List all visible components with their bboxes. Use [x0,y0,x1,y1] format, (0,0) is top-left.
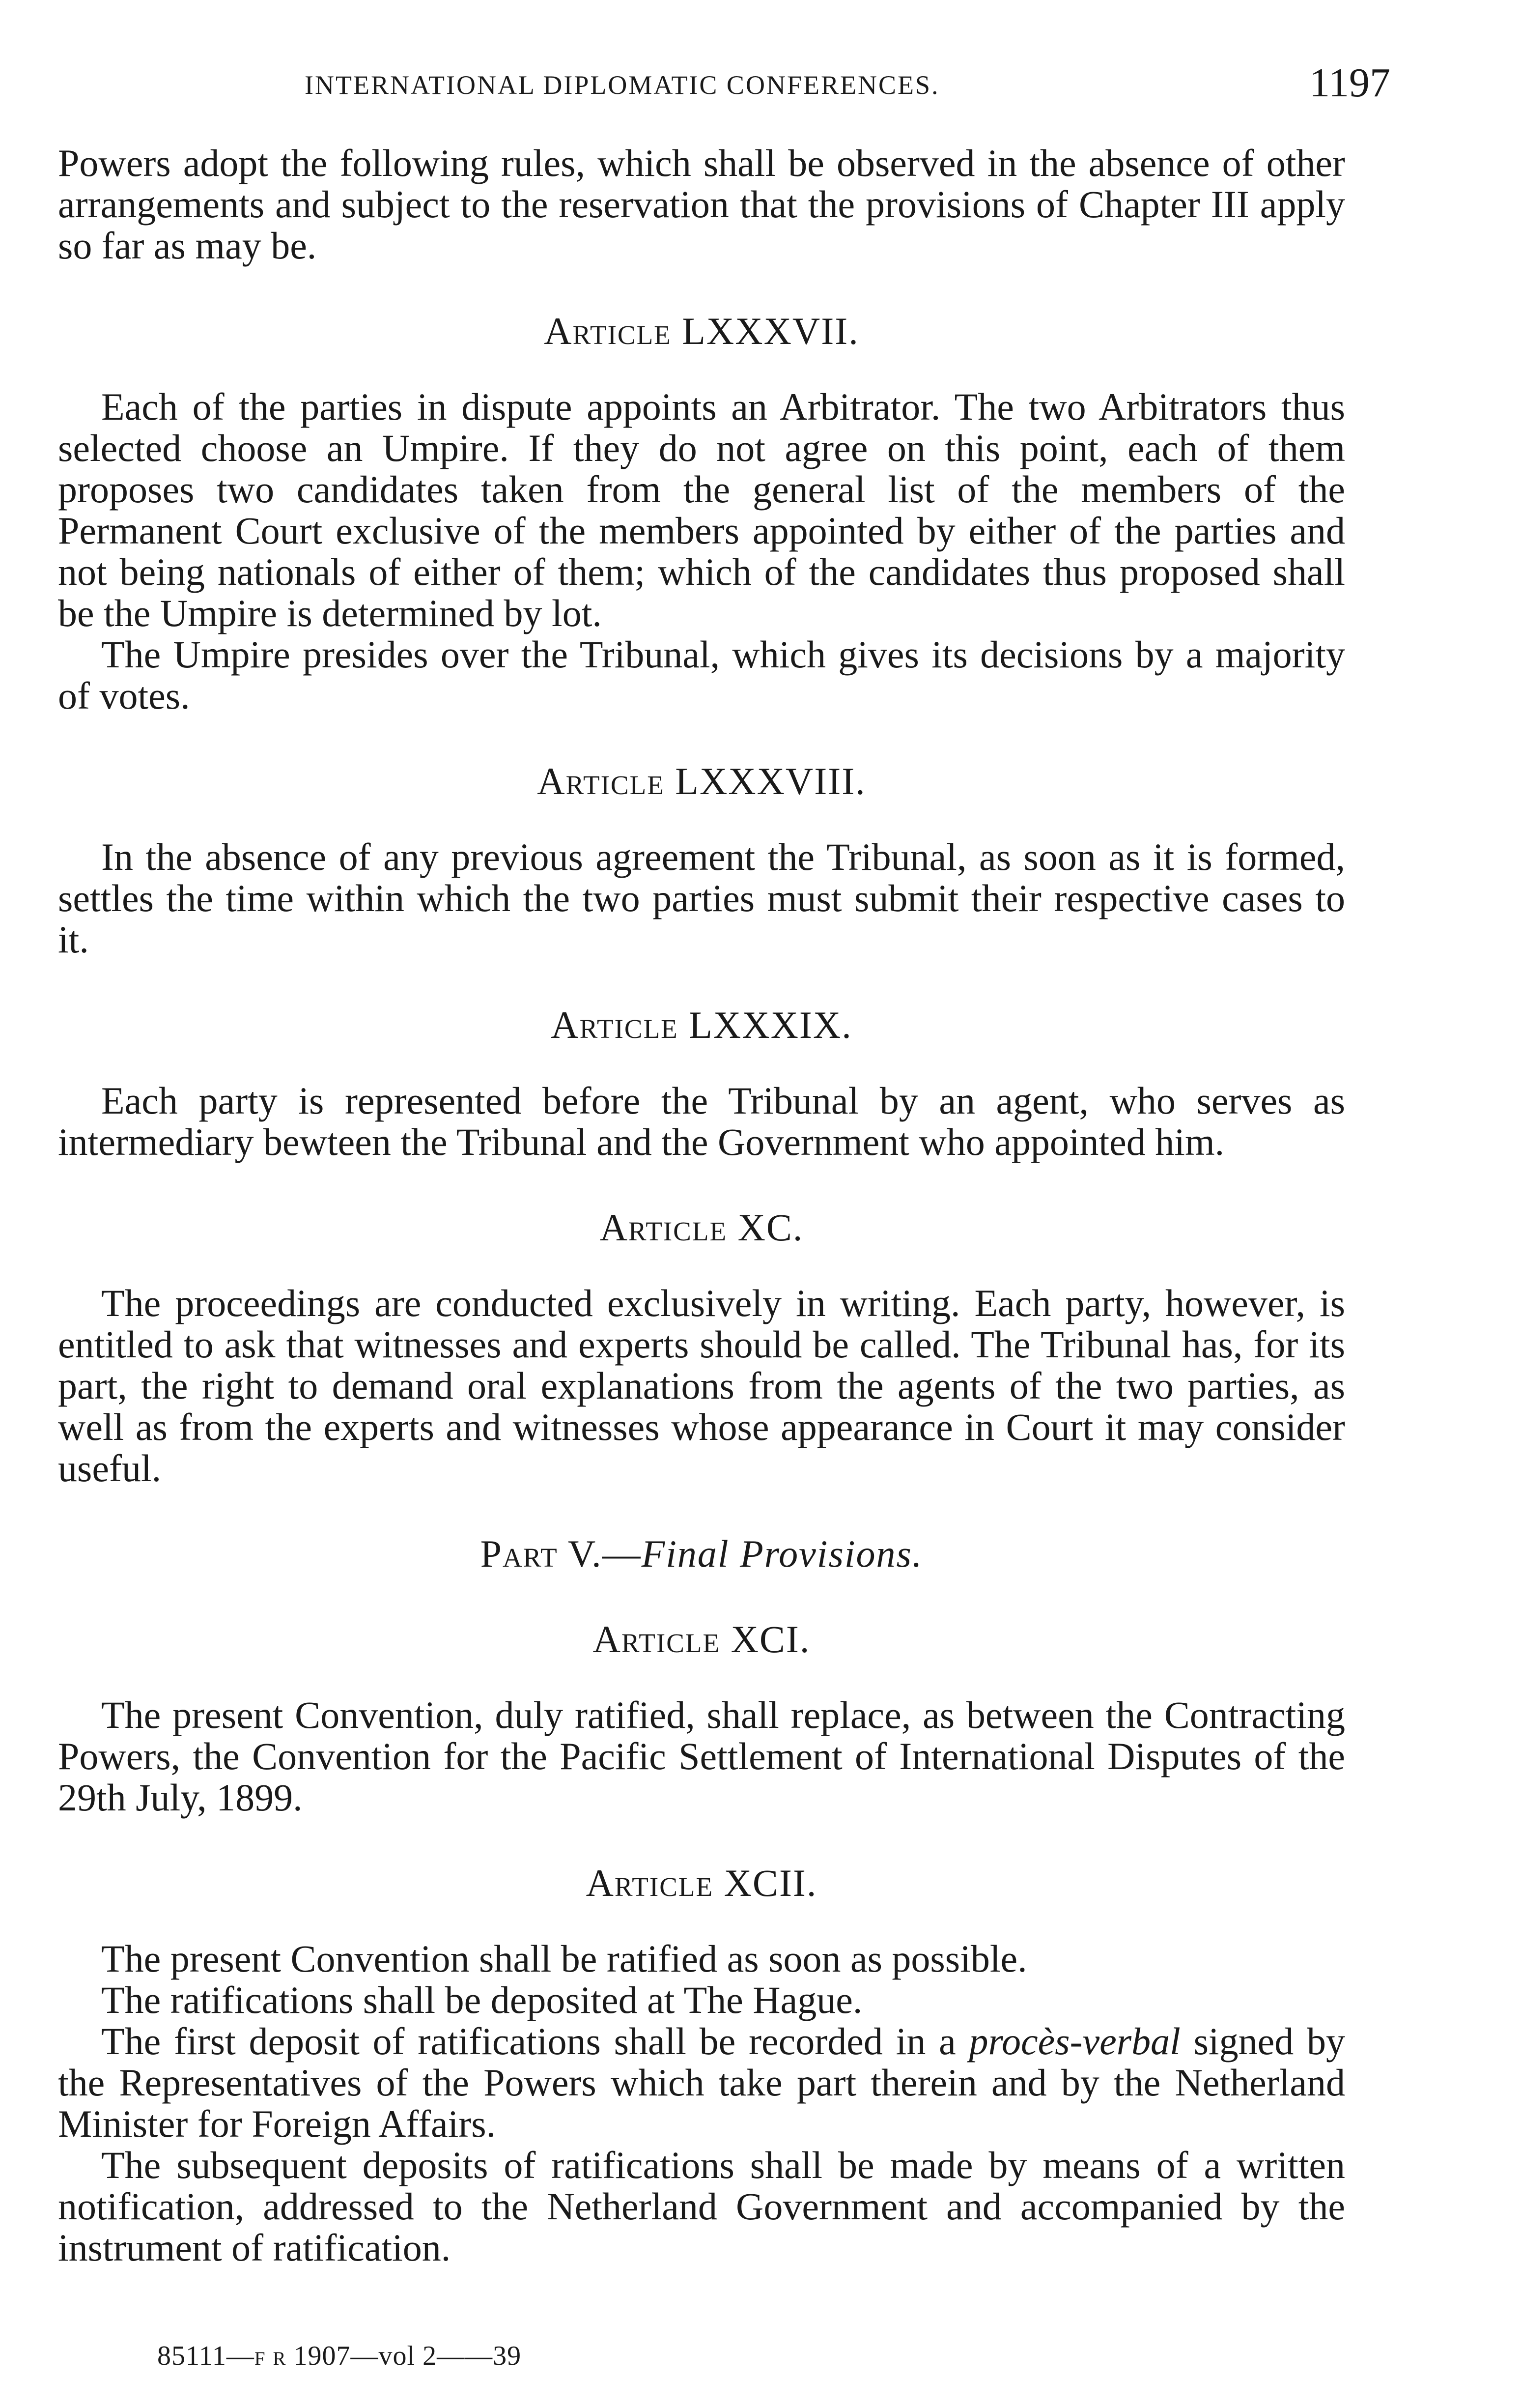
article-label: Article [586,1862,714,1904]
article-heading-lxxxix [58,1004,1345,1046]
article-number: LXXXVIII. [675,760,866,803]
article-number: LXXXVII. [682,310,859,352]
article-label: Article [592,1618,721,1661]
article-heading-xc [58,1207,1345,1248]
article-heading-xcii [58,1863,1345,1904]
text-run: The first deposit of ratifications shall be recorded in a [101,2020,969,2063]
printer-signature [157,2340,521,2372]
article-paragraph: In the absence of any previous agreement the Tribunal, as soon as it is formed, settles the time within which the two parties must submit their respective cases to it. [58,835,1345,961]
article-label: Article [544,310,672,352]
article-paragraph [58,2021,1345,2145]
running-title: INTERNATIONAL DIPLOMATIC CONFERENCES. [305,70,940,100]
article-paragraph: The present Convention shall be ratified as soon as possible. [101,1937,1027,1980]
article-number: XC. [737,1206,804,1249]
article-number: LXXXIX. [689,1003,852,1046]
article-paragraph: The Umpire presides over the Tribunal, which gives its decisions by a majority of votes. [58,633,1345,717]
article-paragraph: The ratifications shall be deposited at The Hague. [101,1978,863,2021]
proces-verbal-term: procès-verbal [969,2020,1181,2063]
part-label: Part [480,1532,558,1575]
article-number: XCI. [731,1618,811,1661]
signature-suffix: 1907—vol 2——39 [286,2341,522,2371]
page-number: 1197 [1309,60,1390,106]
article-label: Article [551,1003,678,1046]
part-heading [58,1533,1345,1575]
signature-prefix: 85111— [157,2341,254,2371]
article-paragraph: The present Convention, duly ratified, shall replace, as between the Contracting Powers, the Convention for the Pacific Settlement of International Disputes of the 29th July, 1899. [58,1693,1345,1819]
article-label: Article [537,760,665,803]
document-body [58,143,1345,2268]
part-number: V.— [567,1532,642,1575]
running-head [295,59,1390,118]
article-paragraph: The subsequent deposits of ratifications shall be made by means of a written notification, addressed to the Netherland Government and accompanied by the instrument of ratification. [58,2144,1345,2269]
part-title: Final Provisions. [641,1532,923,1575]
article-label: Article [599,1206,728,1249]
article-heading-lxxxviii [58,761,1345,802]
article-heading-lxxxvii [58,311,1345,352]
article-paragraph: Each party is represented before the Tribunal by an agent, who serves as intermediary bewteen the Tribunal and the Government who appointed him. [58,1079,1345,1163]
article-paragraph: Each of the parties in dispute appoints an Arbitrator. The two Arbitrators thus selected choose an Umpire. If they do not agree on this point, each of them proposes two candidates taken from the general list of the members of the Permanent Court exclusive of the members appointed by either of the parties and not being nationals of either of them; which of the candidates thus proposed shall be the Umpire is determined by lot. [58,385,1345,634]
article-heading-xci [58,1619,1345,1660]
article-paragraph: The proceedings are conducted exclusively in writing. Each party, however, is entitled to ask that witnesses and experts should be called. The Tribunal has, for its part, the right to demand oral explanations from the agents of the two parties, as well as from the experts and witnesses whose appearance in Court it may consider useful. [58,1282,1345,1490]
signature-code: f r [254,2341,286,2371]
text-run: signed by the Representatives of the Powers which take part therein and by the Netherland Minister for Foreign Affairs. [58,2020,1345,2145]
intro-paragraph: Powers adopt the following rules, which shall be observed in the absence of other arrangements and subject to the reservation that the provisions of Chapter III apply so far as may be. [58,142,1345,267]
article-number: XCII. [724,1862,817,1904]
